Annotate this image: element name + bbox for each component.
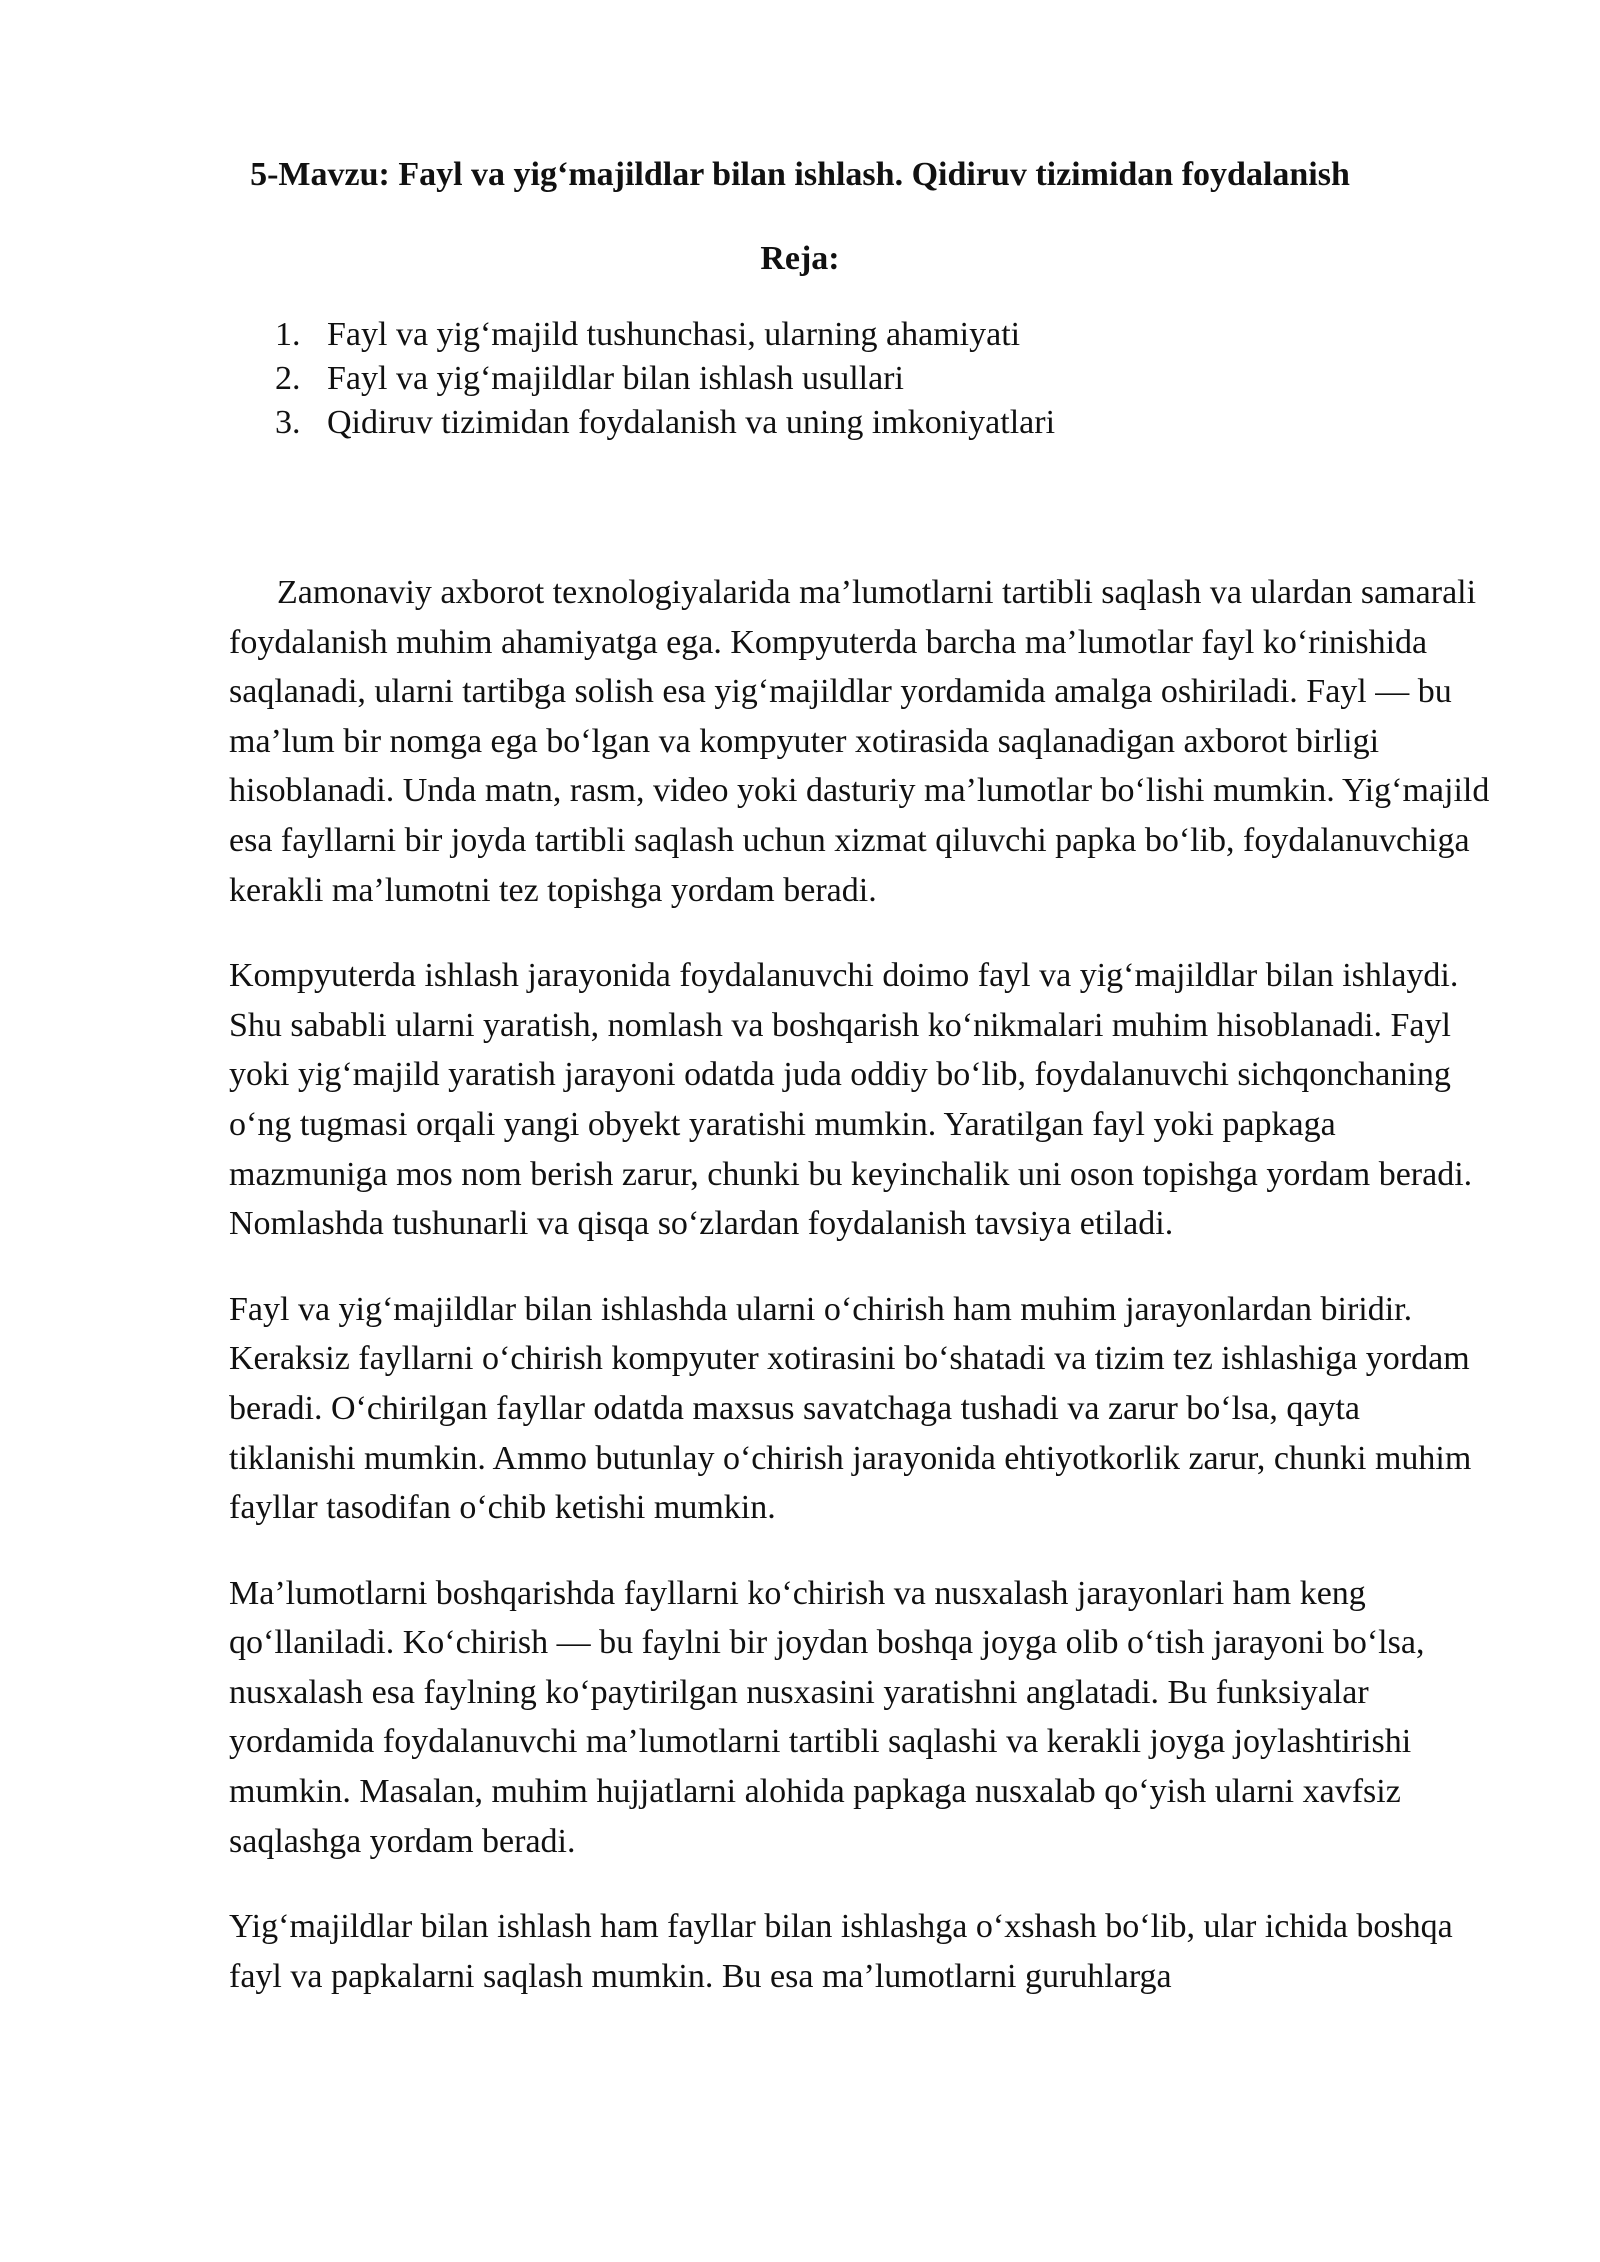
plan-item-number: 2. bbox=[275, 360, 301, 397]
plan-item bbox=[275, 401, 1055, 445]
body-text bbox=[229, 568, 1494, 2037]
paragraph-deleting-files: Fayl va yig‘majildlar bilan ishlashda ularni o‘chirish ham muhim jarayonlardan biridir. Keraksiz fayllarni o‘chirish kompyuter xotirasini bo‘shatadi va tizim tez ishlashiga yordam beradi. O‘chirilgan fayllar odatda maxsus savatchaga tushadi va zarur bo‘lsa, qayta tiklanishi mumkin. Ammo butunlay o‘chirish jarayonida ehtiyotkorlik zarur, chunki muhim fayllar tasodifan o‘chib ketishi mumkin. bbox=[229, 1290, 1472, 1527]
plan-item-text: Qidiruv tizimidan foydalanish va uning imkoniyatlari bbox=[327, 404, 1056, 441]
plan-item-number: 3. bbox=[275, 404, 301, 441]
plan-item-number: 1. bbox=[275, 316, 301, 353]
plan-item-text: Fayl va yig‘majild tushunchasi, ularning ahamiyati bbox=[327, 316, 1021, 353]
plan-item bbox=[275, 357, 1055, 401]
plan-heading: Reja: bbox=[760, 240, 840, 277]
paragraph-moving-copying: Ma’lumotlarni boshqarishda fayllarni ko‘chirish va nusxalash jarayonlari ham keng qo‘llaniladi. Ko‘chirish — bu faylni bir joydan boshqa joyga olib o‘tish jarayoni bo‘lsa, nusxalash esa faylning ko‘paytirilgan nusxasini yaratishni anglatadi. Bu funksiyalar yordamida foydalanuvchi ma’lumotlarni tartibli saqlashi va kerakli joyga joylashtirishi mumkin. Masalan, muhim hujjatlarni alohida papkaga nusxalab qo‘yish ularni xavfsiz saqlashga yordam beradi. bbox=[229, 1574, 1425, 1860]
plan-item bbox=[275, 313, 1055, 357]
plan-list bbox=[275, 313, 1055, 445]
document-title: 5-Mavzu: Fayl va yig‘majildlar bilan ishlash. Qidiruv tizimidan foydalanish bbox=[250, 156, 1350, 193]
plan-item-text: Fayl va yig‘majildlar bilan ishlash usullari bbox=[327, 360, 904, 397]
paragraph-folders: Yig‘majildlar bilan ishlash ham fayllar bilan ishlashga o‘xshash bo‘lib, ular ichida boshqa fayl va papkalarni saqlash mumkin. Bu esa ma’lumotlarni guruhlarga bbox=[229, 1908, 1453, 1995]
paragraph-intro: Zamonaviy axborot texnologiyalarida ma’lumotlarni tartibli saqlash va ulardan samarali foydalanish muhim ahamiyatga ega. Kompyuterda barcha ma’lumotlar fayl ko‘rinishida saqlanadi, ularni tartibga solish esa yig‘majildlar yordamida amalga oshiriladi. Fayl — bu ma’lum bir nomga ega bo‘lgan va kompyuter xotirasida saqlanadigan axborot birligi hisoblanadi. Unda matn, rasm, video yoki dasturiy ma’lumotlar bo‘lishi mumkin. Yig‘majild esa fayllarni bir joyda tartibli saqlash uchun xizmat qiluvchi papka bo‘lib, foydalanuvchiga kerakli ma’lumotni tez topishga yordam beradi. bbox=[229, 574, 1490, 909]
paragraph-creating-files: Kompyuterda ishlash jarayonida foydalanuvchi doimo fayl va yig‘majildlar bilan ishlaydi. Shu sababli ularni yaratish, nomlash va boshqarish ko‘nikmalari muhim hisoblanadi. Fayl yoki yig‘majild yaratish jarayoni odatda juda oddiy bo‘lib, foydalanuvchi sichqonchaning o‘ng tugmasi orqali yangi obyekt yaratishi mumkin. Yaratilgan fayl yoki papkaga mazmuniga mos nom berish zarur, chunki bu keyinchalik uni oson topishga yordam beradi. Nomlashda tushunarli va qisqa so‘zlardan foydalanish tavsiya etiladi. bbox=[229, 957, 1473, 1243]
